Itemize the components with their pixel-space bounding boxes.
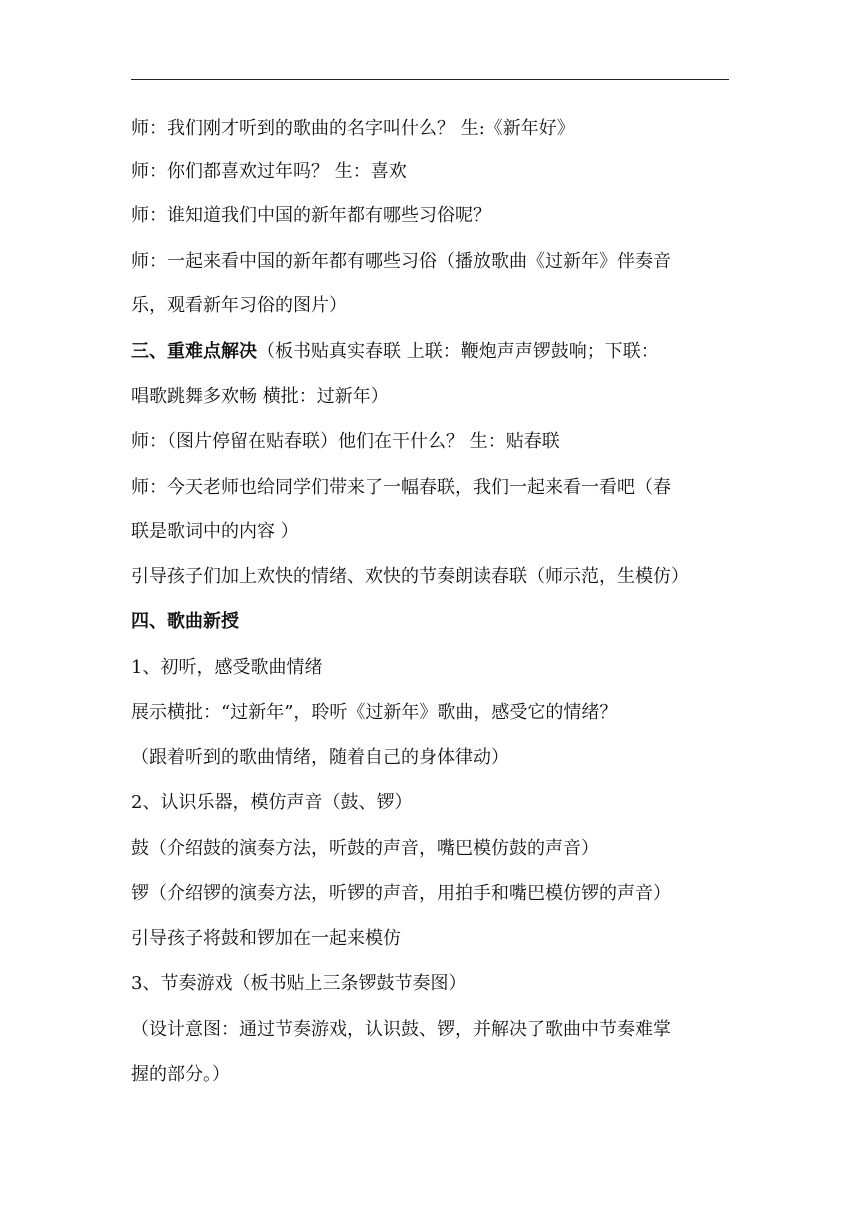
paragraph-line: （跟着听到的歌曲情绪，随着自己的身体律动） [131,747,509,768]
paragraph-line: 师：一起来看中国的新年都有哪些习俗（播放歌曲《过新年》伴奏音 [131,251,671,272]
header-rule [131,79,729,80]
paragraph-line: 引导孩子们加上欢快的情绪、欢快的节奏朗读春联（师示范，生模仿） [131,566,689,587]
paragraph-line: 师：我们刚才听到的歌曲的名字叫什么？ 生:《新年好》 [131,118,575,139]
section-three-line [131,340,659,364]
paragraph-line: （设计意图：通过节奏游戏，认识鼓、锣，并解决了歌曲中节奏难掌 [131,1019,671,1040]
section-heading: 三、重难点解决 [131,341,257,362]
section-heading: 四、歌曲新授 [131,611,239,632]
paragraph-line: 引导孩子将鼓和锣加在一起来模仿 [131,928,401,949]
paragraph-line: 3、节奏游戏（板书贴上三条锣鼓节奏图） [131,973,467,994]
paragraph-line: 师：（图片停留在贴春联）他们在干什么？ 生：贴春联 [131,431,560,452]
paragraph-text: （板书贴真实春联 上联：鞭炮声声锣鼓响；下联： [257,341,659,362]
paragraph-line: 联是歌词中的内容 ） [131,521,299,542]
paragraph-line: 师：今天老师也给同学们带来了一幅春联，我们一起来看一看吧（春 [131,477,671,498]
paragraph-line: 鼓（介绍鼓的演奏方法，听鼓的声音，嘴巴模仿鼓的声音） [131,838,599,859]
paragraph-line: 师：你们都喜欢过年吗？ 生：喜欢 [131,161,407,182]
paragraph-line: 锣（介绍锣的演奏方法，听锣的声音，用拍手和嘴巴模仿锣的声音） [131,883,671,904]
paragraph-line: 师：谁知道我们中国的新年都有哪些习俗呢？ [131,205,491,226]
paragraph-line: 乐，观看新年习俗的图片） [131,295,347,316]
paragraph-line: 2、认识乐器，模仿声音（鼓、锣） [131,792,413,813]
paragraph-line: 1、初听，感受歌曲情绪 [131,657,323,678]
paragraph-line: 唱歌跳舞多欢畅 横批：过新年） [131,386,389,407]
paragraph-line: 握的部分。） [131,1064,230,1085]
paragraph-line: 展示横批：“过新年”，聆听《过新年》歌曲，感受它的情绪？ [131,702,618,723]
